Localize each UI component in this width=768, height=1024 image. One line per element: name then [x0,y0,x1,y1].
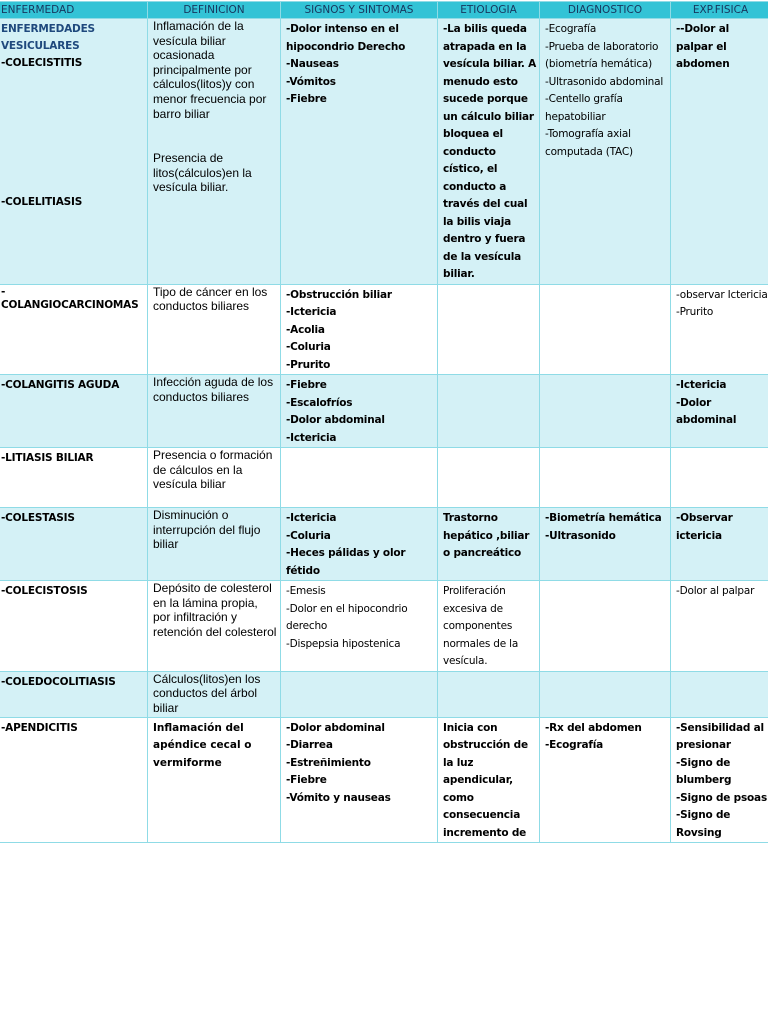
etiology-cell [438,284,540,375]
header-enfermedad: ENFERMEDAD [0,2,148,19]
signs-cell [281,671,438,717]
diagnosis-cell [540,508,671,581]
diagnosis-cell [540,448,671,508]
sign-item: -Heces pálidas y olor fétido [286,547,406,577]
sign-item: -Ictericia [286,306,337,318]
disease-cell: -COLANGITIS AGUDA [0,375,148,448]
exam-item: -Sensibilidad al presionar [676,721,764,751]
disease-cell: -COLESTASIS [0,508,148,581]
sign-item: -Coluria [286,529,331,542]
disease-category: ENFERMEDADES VESICULARES [1,23,95,52]
exam-cell [671,581,768,672]
signs-cell [281,717,438,843]
sign-item: -Coluria [286,341,331,353]
disease-name-2: -COLELITIASIS [1,195,83,208]
diagnosis-item: -Tomografía axial computada (TAC) [545,128,633,158]
diagnosis-cell [540,375,671,448]
signs-cell [281,508,438,581]
table-row [0,284,768,375]
sign-item: -Dolor abdominal [286,414,385,426]
diagnosis-cell [540,19,671,285]
diagnosis-item: -Biometría hemática [545,512,662,524]
exam-item: -Dolor al palpar [676,585,755,597]
disease-cell: -COLECISTOSIS [0,581,148,672]
etiology-cell [438,375,540,448]
signs-cell [281,581,438,672]
header-exp-fisica: EXP.FISICA [671,2,768,19]
sign-item: -Dolor intenso en el hipocondrio Derecho [286,23,406,53]
definition-text-2: Presencia de litos(cálculos)en la vesícula biliar. [153,151,252,195]
sign-item: -Estreñimiento [286,756,371,769]
sign-item: -Obstrucción biliar [286,288,392,301]
diagnosis-item: -Ultrasonido abdominal [545,75,664,88]
diagnosis-item: -Rx del abdomen [545,721,642,734]
diagnosis-cell [540,671,671,717]
exam-item: -Signo de psoas [676,791,767,804]
exam-item: -observar Ictericia [676,288,768,301]
sign-item: -Fiebre [286,93,327,105]
sign-item: -Vómitos [286,75,336,88]
table-row [0,19,768,285]
table-row [0,508,768,581]
header-diagnostico: DIAGNOSTICO [540,2,671,19]
diagnosis-cell [540,284,671,375]
disease-cell [0,284,148,375]
sign-item: -Emesis [286,585,326,597]
sign-item: -Prurito [286,358,331,371]
table-row [0,581,768,672]
sign-item: -Escalofríos [286,396,353,409]
table-row [0,375,768,448]
disease-prefix: - [1,285,6,298]
diagnosis-item: -Ecografía [545,739,604,751]
diagnosis-item: -Prueba de laboratorio (biometría hemática) [545,40,659,70]
etiology-cell: Proliferación excesiva de componentes normales de la vesícula. [438,581,540,672]
header-definicion: DEFINICION [148,2,281,19]
definition-cell: Infección aguda de los conductos biliares [148,375,281,448]
exam-cell [671,717,768,843]
diagnosis-item: -Centello grafía hepatobiliar [545,93,623,123]
signs-cell [281,448,438,508]
definition-cell: Depósito de colesterol en la lámina propia, por infiltración y retención del colesterol [148,581,281,672]
diagnosis-item: -Ecografía [545,23,597,35]
sign-item: -Dolor en el hipocondrio derecho [286,602,408,632]
definition-cell: Presencia o formación de cálculos en la vesícula biliar [148,448,281,508]
exam-item: --Dolor al palpar el abdomen [676,23,730,70]
sign-item: -Acolia [286,323,325,336]
exam-cell [671,284,768,375]
signs-cell [281,375,438,448]
definition-cell: Inflamación del apéndice cecal o vermiforme [148,717,281,843]
definition-cell: Cálculos(litos)en los conductos del árbol biliar [148,671,281,717]
disease-cell: -COLEDOCOLITIASIS [0,671,148,717]
etiology-cell: -La bilis queda atrapada en la vesícula biliar. A menudo esto sucede porque un cálculo biliar bloquea el conducto cístico, el conducto a través del cual la bilis viaja dentro y fuera de la vesícula biliar. [438,19,540,285]
header-signos-sintomas: SIGNOS Y SINTOMAS [281,2,438,19]
disease-cell: -LITIASIS BILIAR [0,448,148,508]
table-row [0,671,768,717]
exam-item: -Signo de Rovsing [676,809,731,839]
exam-cell [671,508,768,581]
sign-item: -Fiebre [286,774,327,786]
definition-text: Inflamación de la vesícula biliar ocasionada principalmente por cálculos(litos)y con menor frecuencia por barro biliar [153,19,267,121]
exam-item: -Prurito [676,306,714,318]
table-row [0,448,768,508]
exam-cell [671,375,768,448]
exam-cell [671,19,768,285]
signs-cell [281,284,438,375]
disease-name: COLANGIOCARCINOMAS [1,298,139,311]
header-etiologia: ETIOLOGIA [438,2,540,19]
etiology-cell [438,448,540,508]
sign-item: -Fiebre [286,379,327,391]
sign-item: -Nauseas [286,58,339,70]
diagnosis-cell [540,717,671,843]
disease-table [0,1,768,843]
definition-cell: Disminución o interrupción del flujo biliar [148,508,281,581]
diagnosis-cell [540,581,671,672]
disease-cell: -APENDICITIS [0,717,148,843]
disease-table-sheet [0,1,768,843]
sign-item: -Diarrea [286,739,333,751]
etiology-cell: Trastorno hepático ,biliar o pancreático [438,508,540,581]
sign-item: -Ictericia [286,431,337,444]
table-row [0,717,768,843]
signs-cell [281,19,438,285]
exam-item: -Observar ictericia [676,512,733,542]
header-row [0,2,768,19]
definition-cell [148,19,281,285]
exam-cell [671,448,768,508]
sign-item: -Dolor abdominal [286,721,385,734]
sign-item: -Ictericia [286,512,337,524]
exam-item: -Dolor abdominal [676,396,737,426]
disease-name: -COLECISTITIS [1,57,83,69]
exam-cell [671,671,768,717]
exam-item: -Ictericia [676,379,727,391]
sign-item: -Dispepsia hipostenica [286,637,401,650]
etiology-cell: Inicia con obstrucción de la luz apendicular, como consecuencia incremento de [438,717,540,843]
disease-cell [0,19,148,285]
diagnosis-item: -Ultrasonido [545,529,616,542]
exam-item: -Signo de blumberg [676,756,732,786]
etiology-cell [438,671,540,717]
definition-cell: Tipo de cáncer en los conductos biliares [148,284,281,375]
sign-item: -Vómito y nauseas [286,791,391,804]
